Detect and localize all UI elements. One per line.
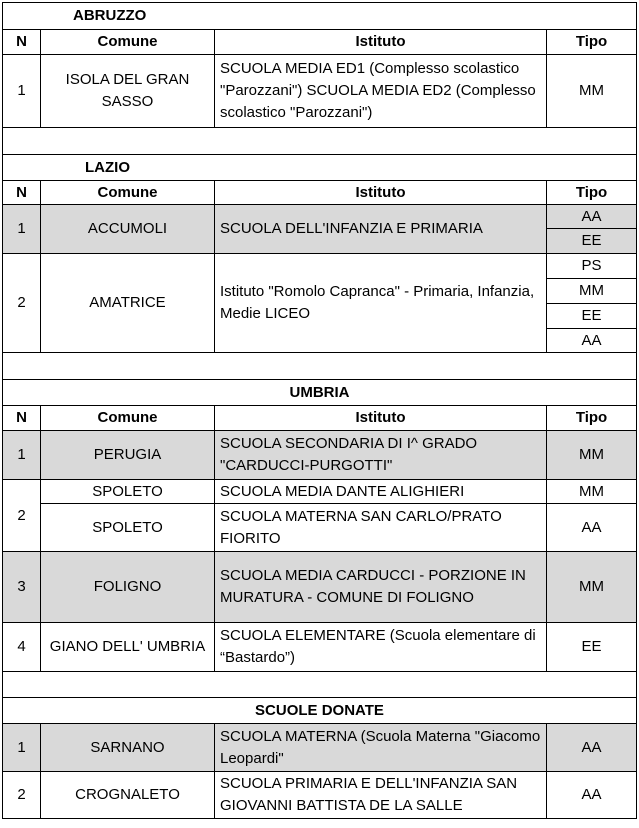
cell-comune: CROGNALETO xyxy=(41,772,215,819)
cell-tipo: EE xyxy=(547,229,637,254)
cell-tipo: AA xyxy=(547,205,637,229)
cell-comune: ISOLA DEL GRAN SASSO xyxy=(41,55,215,128)
cell-istituto: SCUOLA DELL'INFANZIA E PRIMARIA xyxy=(215,205,547,254)
cell-tipo: AA xyxy=(547,772,637,819)
cell-tipo: MM xyxy=(547,279,637,304)
cell-tipo: MM xyxy=(547,55,637,128)
column-header-row xyxy=(3,406,637,431)
section-title: LAZIO xyxy=(3,155,637,181)
cell-tipo: MM xyxy=(547,431,637,480)
col-istituto: Istituto xyxy=(215,406,547,431)
col-n: N xyxy=(3,30,41,55)
cell-n: 1 xyxy=(3,205,41,254)
col-n: N xyxy=(3,406,41,431)
cell-n: 3 xyxy=(3,552,41,623)
cell-tipo: EE xyxy=(547,623,637,672)
column-header-row xyxy=(3,30,637,55)
cell-tipo: MM xyxy=(547,480,637,504)
section-header-abruzzo xyxy=(3,3,637,30)
cell-comune: SPOLETO xyxy=(41,480,215,504)
section-title: UMBRIA xyxy=(3,380,637,406)
column-header-row xyxy=(3,181,637,205)
cell-comune: ACCUMOLI xyxy=(41,205,215,254)
cell-istituto: SCUOLA MATERNA (Scuola Materna "Giacomo Leopardi" xyxy=(215,724,547,772)
section-header-umbria xyxy=(3,380,637,406)
col-comune: Comune xyxy=(41,30,215,55)
spacer-row xyxy=(3,672,637,698)
section-title: SCUOLE DONATE xyxy=(3,698,637,724)
col-tipo: Tipo xyxy=(547,406,637,431)
cell-istituto: SCUOLA ELEMENTARE (Scuola elementare di “Bastardo”) xyxy=(215,623,547,672)
cell-comune: FOLIGNO xyxy=(41,552,215,623)
cell-istituto: SCUOLA MEDIA ED1 (Complesso scolastico "Parozzani") SCUOLA MEDIA ED2 (Complesso scolastico "Parozzani") xyxy=(215,55,547,128)
cell-istituto: SCUOLA MATERNA SAN CARLO/PRATO FIORITO xyxy=(215,504,547,552)
table-row xyxy=(3,480,637,504)
section-header-lazio xyxy=(3,155,637,181)
table-row xyxy=(3,623,637,672)
table-row xyxy=(3,504,637,552)
cell-istituto: Istituto "Romolo Capranca" - Primaria, Infanzia, Medie LICEO xyxy=(215,254,547,353)
cell-istituto: SCUOLA PRIMARIA E DELL'INFANZIA SAN GIOVANNI BATTISTA DE LA SALLE xyxy=(215,772,547,819)
cell-tipo: AA xyxy=(547,724,637,772)
section-header-donate xyxy=(3,698,637,724)
cell-n: 1 xyxy=(3,55,41,128)
cell-tipo: EE xyxy=(547,304,637,329)
cell-n: 2 xyxy=(3,772,41,819)
cell-n: 2 xyxy=(3,254,41,353)
table-row xyxy=(3,552,637,623)
cell-n: 1 xyxy=(3,431,41,480)
cell-tipo: PS xyxy=(547,254,637,279)
section-title: ABRUZZO xyxy=(3,3,637,30)
col-comune: Comune xyxy=(41,406,215,431)
cell-comune: PERUGIA xyxy=(41,431,215,480)
cell-istituto: SCUOLA SECONDARIA DI I^ GRADO "CARDUCCI-PURGOTTI" xyxy=(215,431,547,480)
spacer-row xyxy=(3,353,637,380)
spacer-row xyxy=(3,128,637,155)
cell-comune: SARNANO xyxy=(41,724,215,772)
cell-comune: GIANO DELL' UMBRIA xyxy=(41,623,215,672)
cell-tipo: AA xyxy=(547,329,637,353)
schools-table xyxy=(2,2,637,819)
col-tipo: Tipo xyxy=(547,30,637,55)
cell-tipo: AA xyxy=(547,504,637,552)
cell-comune: AMATRICE xyxy=(41,254,215,353)
table-row xyxy=(3,724,637,772)
cell-n: 2 xyxy=(3,480,41,552)
cell-istituto: SCUOLA MEDIA DANTE ALIGHIERI xyxy=(215,480,547,504)
table-row xyxy=(3,55,637,128)
cell-n: 4 xyxy=(3,623,41,672)
cell-tipo: MM xyxy=(547,552,637,623)
col-tipo: Tipo xyxy=(547,181,637,205)
cell-comune: SPOLETO xyxy=(41,504,215,552)
table-row xyxy=(3,205,637,229)
cell-istituto: SCUOLA MEDIA CARDUCCI - PORZIONE IN MURATURA - COMUNE DI FOLIGNO xyxy=(215,552,547,623)
cell-n: 1 xyxy=(3,724,41,772)
col-istituto: Istituto xyxy=(215,181,547,205)
col-n: N xyxy=(3,181,41,205)
table-row xyxy=(3,431,637,480)
table-row xyxy=(3,772,637,819)
table-row xyxy=(3,254,637,279)
col-istituto: Istituto xyxy=(215,30,547,55)
col-comune: Comune xyxy=(41,181,215,205)
